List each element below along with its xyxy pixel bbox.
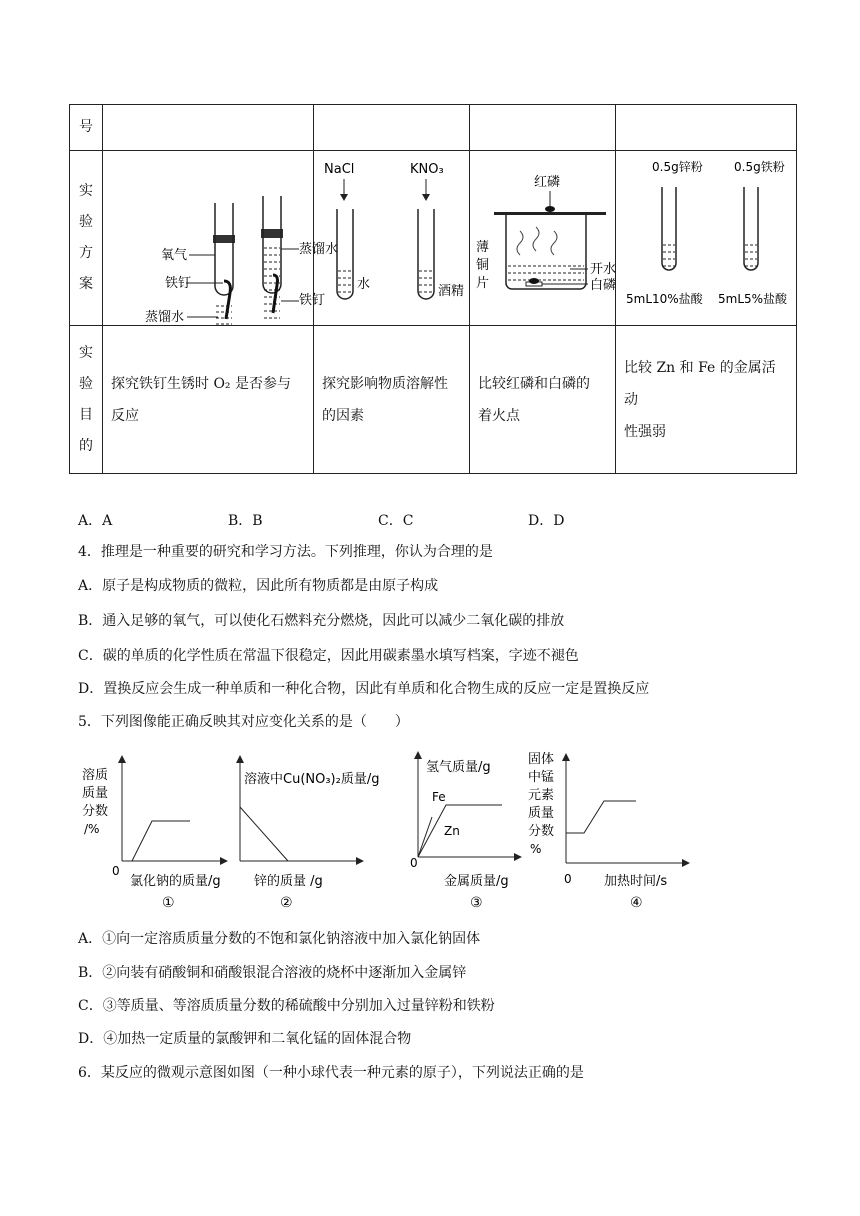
white-phosphorus	[529, 278, 539, 284]
q5-graphs	[74, 745, 714, 915]
svg-text:锌的质量 /g: 锌的质量 /g	[254, 874, 323, 889]
red-phosphorus	[545, 206, 555, 212]
purpose-b: 探究影响物质溶解性 的因素	[314, 326, 470, 474]
stopper-right	[261, 229, 283, 238]
metal-activity-figure	[616, 151, 796, 321]
purpose-a: 探究铁钉生锈时 O₂ 是否参与 反应	[103, 326, 314, 474]
svg-text:质量: 质量	[528, 806, 555, 821]
q5-option-b[interactable]: B．②向装有硝酸铜和硝酸银混合溶液的烧杯中逐渐加入金属锌	[78, 965, 467, 981]
q5-option-d[interactable]: D．④加热一定质量的氯酸钾和二氧化锰的固体混合物	[78, 1031, 412, 1047]
nail-right	[273, 275, 278, 313]
figure-c-cell	[470, 151, 616, 326]
q4-option-a[interactable]: A．原子是构成物质的微粒，因此所有物质都是由原子构成	[78, 578, 439, 594]
label-nail-left: 铁钉	[165, 276, 192, 291]
svg-text:Fe: Fe	[432, 790, 446, 804]
svg-text:Zn: Zn	[444, 824, 460, 838]
label-oxygen: 氧气	[161, 248, 188, 263]
svg-text:①: ①	[162, 895, 175, 911]
svg-text:铜: 铜	[476, 258, 490, 273]
label-alcohol: 酒精	[438, 284, 465, 299]
label-iron-powder: 0.5g铁粉	[734, 160, 785, 174]
label-nacl: NaCl	[324, 162, 355, 177]
experiment-table	[69, 104, 797, 474]
q5-option-a[interactable]: A．①向一定溶质质量分数的不饱和氯化钠溶液中加入氯化钠固体	[78, 931, 481, 947]
ignition-point-figure	[470, 151, 615, 321]
tube-zinc	[662, 187, 676, 270]
graph-3-zn	[418, 817, 432, 857]
graph-3	[410, 755, 518, 911]
q3-choice-d[interactable]: D．D	[528, 513, 565, 529]
label-water: 水	[357, 277, 371, 292]
label-white-phosphorus: 白磷	[590, 278, 617, 293]
graph-4	[528, 751, 686, 911]
graph-2	[240, 759, 379, 911]
q4-option-c[interactable]: C．碳的单质的化学性质在常温下很稳定，因此用碳素墨水填写档案，字迹不褪色	[78, 648, 579, 664]
svg-text:0: 0	[564, 872, 572, 886]
label-kno3: KNO₃	[410, 162, 444, 177]
svg-text:分数: 分数	[82, 804, 109, 819]
nail-left	[224, 281, 230, 319]
label-acid-10: 5mL10%盐酸	[626, 292, 703, 306]
q4-stem: 4．推理是一种重要的研究和学习方法。下列推理，你认为合理的是	[78, 544, 493, 560]
svg-text:溶质: 溶质	[82, 768, 109, 783]
svg-text:④: ④	[630, 895, 643, 911]
copper-plate	[494, 212, 606, 215]
purpose-d: 比较 Zn 和 Fe 的金属活动 性强弱	[616, 326, 797, 474]
test-tubes-rust-figure	[103, 151, 339, 325]
figure-a-cell	[103, 151, 339, 326]
graph-1	[82, 759, 224, 911]
row-label-scheme: 实 验 方 案	[70, 151, 103, 326]
svg-text:中锰: 中锰	[528, 770, 555, 785]
q4-option-d[interactable]: D．置换反应会生成一种单质和一种化合物，因此有单质和化合物生成的反应一定是置换反应	[78, 681, 650, 697]
svg-text:金属质量/g: 金属质量/g	[444, 874, 509, 889]
solubility-figure	[314, 151, 469, 321]
svg-text:片: 片	[476, 276, 490, 291]
tube-iron	[744, 187, 758, 270]
graph-2-curve	[240, 807, 288, 861]
q6-stem: 6．某反应的微观示意图如图（一种小球代表一种元素的原子），下列说法正确的是	[78, 1065, 584, 1081]
svg-text:②: ②	[280, 895, 293, 911]
label-thin-copper: 薄	[476, 240, 490, 255]
stopper-left	[213, 235, 235, 243]
svg-text:质量: 质量	[82, 786, 109, 801]
q4-option-b[interactable]: B．通入足够的氧气，可以使化石燃料充分燃烧，因此可以减少二氧化碳的排放	[78, 613, 565, 629]
svg-text:溶液中Cu(NO₃)₂质量/g: 溶液中Cu(NO₃)₂质量/g	[244, 772, 380, 787]
q3-choice-b[interactable]: B．B	[228, 513, 263, 529]
graph-1-curve	[132, 821, 190, 861]
label-hot-water: 开水	[590, 262, 617, 277]
svg-text:%: %	[530, 842, 542, 856]
svg-text:0: 0	[112, 864, 120, 878]
q5-option-c[interactable]: C．③等质量、等溶质质量分数的稀硫酸中分别加入过量锌粉和铁粉	[78, 998, 495, 1014]
label-zinc-powder: 0.5g锌粉	[652, 160, 703, 174]
svg-text:固体: 固体	[528, 752, 555, 767]
q3-choice-c[interactable]: C．C	[378, 513, 414, 529]
q5-stem: 5．下列图像能正确反映其对应变化关系的是（ ）	[78, 714, 409, 730]
svg-text:/%: /%	[84, 822, 100, 836]
figure-b-cell	[314, 151, 470, 326]
svg-text:分数: 分数	[528, 824, 555, 839]
q3-choice-a[interactable]: A．A	[78, 513, 113, 529]
svg-text:氢气质量/g: 氢气质量/g	[426, 760, 491, 775]
figure-d-cell	[616, 151, 797, 326]
svg-text:加热时间/s: 加热时间/s	[604, 874, 668, 889]
row-label-purpose: 实 验 目 的	[70, 326, 103, 474]
purpose-c: 比较红磷和白磷的 着火点	[470, 326, 616, 474]
svg-text:③: ③	[470, 895, 483, 911]
svg-text:0: 0	[410, 856, 418, 870]
graph-4-curve	[566, 801, 636, 833]
svg-text:氯化钠的质量/g: 氯化钠的质量/g	[130, 874, 221, 889]
label-nail-right: 铁钉	[299, 293, 326, 308]
label-red-phosphorus: 红磷	[534, 175, 561, 190]
label-acid-5: 5mL5%盐酸	[718, 292, 788, 306]
svg-text:元素: 元素	[528, 788, 555, 803]
graph-3-fe	[418, 805, 502, 857]
label-water-left: 蒸馏水	[145, 310, 185, 325]
label-water-right: 蒸馏水	[299, 242, 339, 257]
row-label-number: 号	[70, 105, 103, 151]
